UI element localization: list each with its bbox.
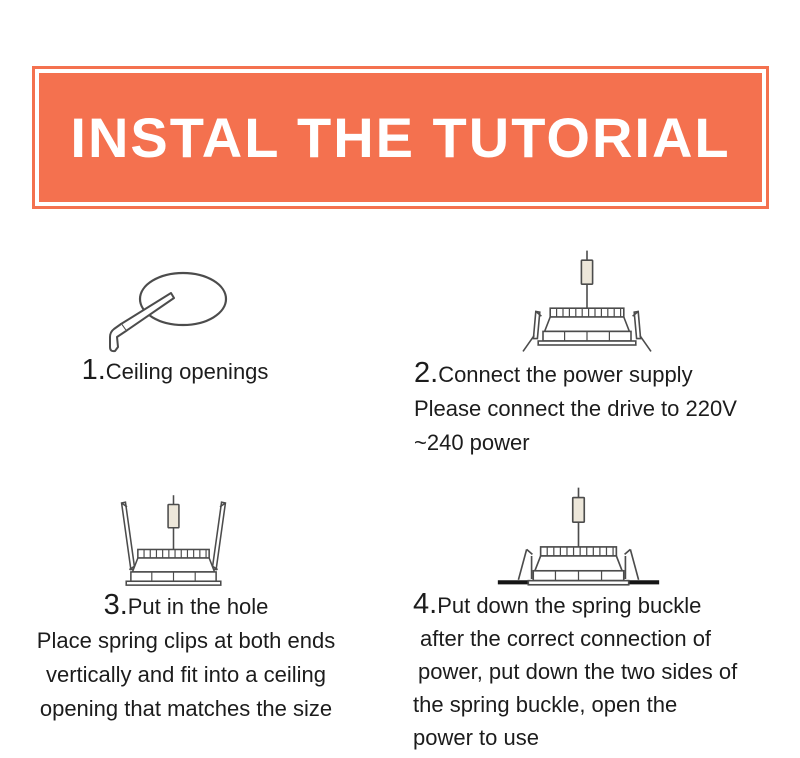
cutter-blade-icon <box>121 293 174 331</box>
step-4-title: Put down the spring buckle <box>437 593 702 618</box>
spring-clip-left <box>518 549 532 579</box>
banner-inner-panel <box>39 73 762 202</box>
step-2-title-line <box>414 356 784 392</box>
step-3-title-line <box>8 588 364 624</box>
step-3-title: Put in the hole <box>127 594 269 619</box>
driver-box-icon <box>581 260 592 284</box>
tutorial-banner <box>32 66 769 209</box>
step-1-title-line <box>35 353 315 389</box>
ceiling-hole-ellipse <box>140 273 226 325</box>
step-4-caption <box>413 588 788 754</box>
step-4-title-line <box>413 588 788 622</box>
ceiling-hole-and-cutter-icon <box>95 252 245 362</box>
step-1-caption <box>35 353 315 389</box>
heatsink-fins <box>541 547 617 556</box>
step-3-detail-line: vertically and fit into a ceiling <box>45 662 327 687</box>
put-in-hole-illustration <box>96 492 251 593</box>
lamp-flange <box>126 581 221 585</box>
step-4-detail-line: power, put down the two sides of <box>418 659 738 684</box>
step-2-number: 2. <box>414 357 439 389</box>
heatsink-fins <box>138 549 209 558</box>
step-2-title: Connect the power supply <box>438 362 693 387</box>
lamp-body <box>132 558 214 572</box>
step-2-detail-line: Please connect the drive to 220V <box>414 396 737 421</box>
step-2-caption <box>414 356 784 460</box>
driver-box-icon <box>573 498 585 523</box>
step-4-detail-line: power to use <box>413 725 539 750</box>
step-4-number: 4. <box>413 588 438 620</box>
spring-clip-right <box>625 549 639 579</box>
lamp-flange <box>538 341 636 345</box>
step-3-number: 3. <box>103 589 128 621</box>
installed-illustration <box>496 486 661 593</box>
step-3-caption <box>8 588 364 726</box>
spring-clip-right <box>211 502 226 569</box>
downlight-with-driver-icon <box>507 249 667 353</box>
downlight-clips-raised-icon <box>96 492 251 593</box>
page-title: INSTAL THE TUTORIAL <box>70 106 731 169</box>
step-3-detail-line: opening that matches the size <box>39 696 333 721</box>
step-1-number: 1. <box>81 354 106 386</box>
cutter-handle-icon <box>110 324 126 351</box>
ceiling-opening-illustration <box>95 252 245 362</box>
step-1-title: Ceiling openings <box>105 359 269 384</box>
heatsink-fins <box>550 308 624 317</box>
connect-power-illustration <box>507 249 667 353</box>
step-3-detail-line: Place spring clips at both ends <box>36 628 336 653</box>
downlight-installed-in-ceiling-icon <box>496 486 661 593</box>
spring-clip-left <box>122 502 137 569</box>
lamp-body <box>535 556 622 571</box>
lamp-flange <box>528 581 628 585</box>
step-2-detail-line: ~240 power <box>414 430 530 455</box>
step-4-detail-line: the spring buckle, open the <box>413 692 678 717</box>
driver-box-icon <box>168 505 179 528</box>
lamp-body <box>545 317 630 331</box>
step-4-detail-line: after the correct connection of <box>420 626 712 651</box>
